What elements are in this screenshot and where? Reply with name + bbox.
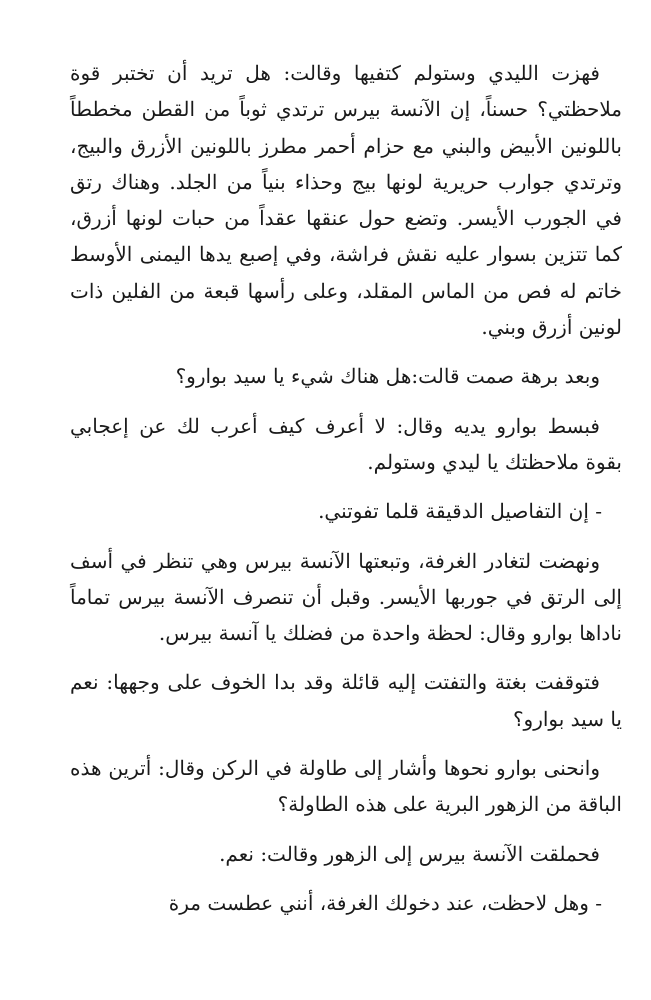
paragraph-8: فحملقت الآنسة بيرس إلى الزهور وقالت: نعم. — [219, 841, 600, 866]
paragraph-7: وانحنى بوارو نحوها وأشار إلى طاولة في الركن وقال: أترين هذه الباقة من الزهور البرية على هذه الطاولة؟ — [70, 756, 622, 817]
paragraph-3: فبسط بوارو يديه وقال: لا أعرف كيف أعرب لك عن إعجابي بقوة ملاحظتك يا ليدي وستولم. — [70, 413, 622, 474]
book-page-text — [70, 55, 622, 934]
paragraph-5: ونهضت لتغادر الغرفة، وتبعتها الآنسة بيرس وهي تنظر في أسف إلى الرتق في جوربها الأيسر. وقبل أن تنصرف الآنسة بيرس تماماً ناداها بوارو وقال: لحظة واحدة من فضلك يا آنسة بيرس. — [70, 548, 622, 646]
paragraph-6: فتوقفت بغتة والتفتت إليه قائلة وقد بدا الخوف على وجهها: نعم يا سيد بوارو؟ — [70, 670, 622, 731]
paragraph-4: - إن التفاصيل الدقيقة قلما تفوتني. — [318, 499, 602, 524]
paragraph-9: - وهل لاحظت، عند دخولك الغرفة، أنني عطست مرة — [168, 890, 602, 915]
paragraph-1: فهزت الليدي وستولم كتفيها وقالت: هل تريد أن تختبر قوة ملاحظتي؟ حسناً، إن الآنسة بيرس ترتدي ثوباً من القطن مخططاً باللونين الأبيض والبني مع حزام أحمر مطرز باللونين الأزرق والبيج، وترتدي جوارب حريرية لونها بيج وحذاء بنياً من الجلد. وهناك رتق في الجورب الأيسر. وتضع حول عنقها عقداً من حبات لونها أزرق، كما تتزين بسوار عليه نقش فراشة، وفي إصبع يدها اليمنى الأوسط خاتم له فص من الماس المقلد، وعلى رأسها قبعة من الفلين ذات لونين أزرق وبني. — [70, 61, 622, 340]
paragraph-2: وبعد برهة صمت قالت:هل هناك شيء يا سيد بوارو؟ — [175, 364, 600, 389]
